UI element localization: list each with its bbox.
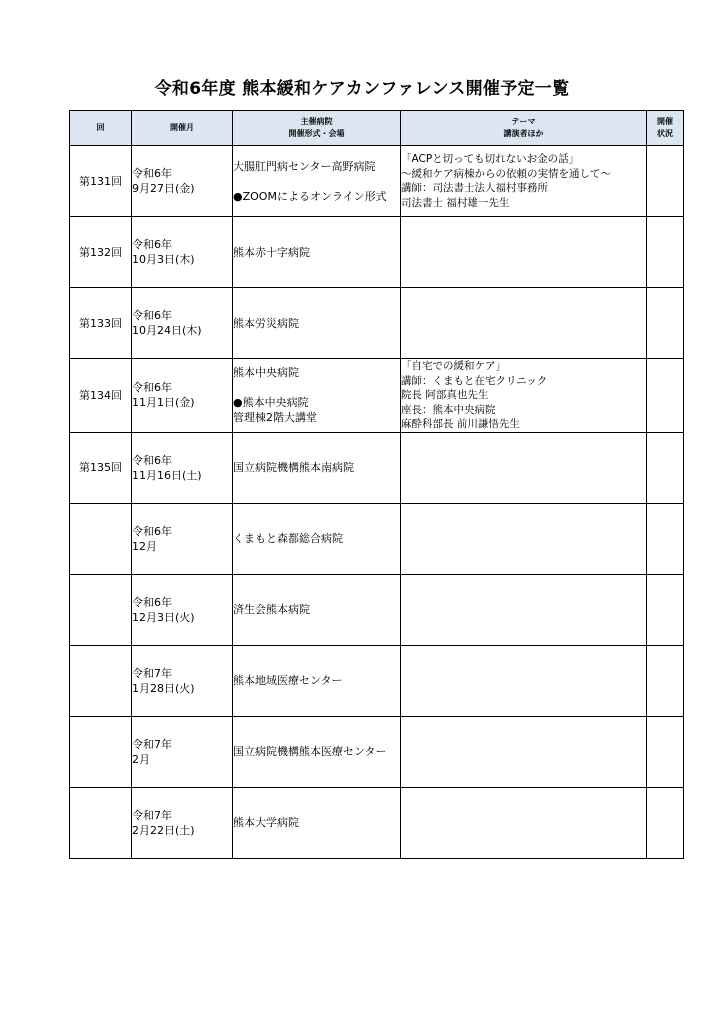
host-line: 済生会熊本病院 [233, 603, 310, 616]
host-line [233, 174, 400, 189]
host-line: ●熊本中央病院 [233, 396, 309, 410]
table-row [70, 217, 684, 288]
date-line: 令和6年 [132, 309, 172, 322]
table-row [70, 288, 684, 359]
date-line: 1月28日(火) [132, 681, 195, 695]
host-cell [233, 359, 401, 433]
theme-cell [401, 359, 647, 433]
host-line: 熊本赤十字病院 [233, 245, 310, 259]
date-cell [132, 359, 233, 433]
status-cell [647, 574, 684, 645]
host-line: 熊本中央病院 [233, 366, 299, 380]
host-line: 国立病院機構熊本医療センター [233, 745, 387, 758]
host-cell [233, 574, 401, 645]
date-cell [132, 574, 233, 645]
date-cell [132, 503, 233, 574]
date-line: 2月 [132, 752, 150, 766]
round-cell [70, 503, 132, 574]
date-cell [132, 432, 233, 503]
date-line: 令和6年 [132, 453, 172, 467]
date-line: 12月 [132, 539, 157, 553]
table-row [70, 359, 684, 433]
theme-line: 院長 阿部真也先生 [401, 389, 489, 401]
host-cell [233, 503, 401, 574]
date-line: 令和6年 [132, 524, 172, 538]
table-row [70, 787, 684, 858]
theme-cell [401, 146, 647, 217]
round-cell [70, 574, 132, 645]
date-line: 令和6年 [132, 595, 172, 609]
host-line: 熊本労災病院 [233, 316, 299, 330]
theme-line: 講師：司法書士法人福村事務所 [401, 182, 548, 194]
status-cell [647, 288, 684, 359]
host-line: 国立病院機構熊本南病院 [233, 461, 354, 474]
table-row [70, 716, 684, 787]
host-line: ●ZOOMによるオンライン形式 [233, 189, 387, 203]
date-line: 令和7年 [132, 666, 172, 680]
date-cell [132, 217, 233, 288]
theme-line: 「ACPと切っても切れないお金の話」 [401, 153, 580, 165]
date-line: 令和6年 [132, 167, 172, 180]
round-cell: 第133回 [70, 288, 132, 359]
schedule-table [69, 110, 684, 859]
date-cell [132, 716, 233, 787]
theme-cell [401, 288, 647, 359]
table-row [70, 432, 684, 503]
date-cell [132, 787, 233, 858]
theme-line: 麻酔科部長 前川謙悟先生 [401, 418, 520, 430]
theme-line: 座長：熊本中央病院 [401, 403, 496, 416]
round-cell: 第131回 [70, 146, 132, 217]
date-line: 12月3日(火) [132, 610, 195, 624]
date-line: 令和6年 [132, 381, 172, 395]
host-line [233, 380, 400, 395]
status-cell [647, 146, 684, 217]
host-line: くまもと森都総合病院 [233, 532, 343, 545]
host-cell [233, 645, 401, 716]
date-cell [132, 146, 233, 217]
round-cell: 第132回 [70, 217, 132, 288]
theme-cell [401, 574, 647, 645]
date-line: 令和7年 [132, 808, 172, 822]
host-cell [233, 146, 401, 217]
status-cell [647, 716, 684, 787]
host-cell [233, 432, 401, 503]
round-cell: 第134回 [70, 359, 132, 433]
header-host: 主催病院 開催形式・会場 [233, 111, 401, 146]
host-line: 管理棟2階大講堂 [233, 411, 317, 425]
host-cell [233, 787, 401, 858]
header-row [70, 111, 684, 146]
header-theme: テーマ 講演者ほか [401, 111, 647, 146]
page-title: 令和6年度 熊本緩和ケアカンファレンス開催予定一覧 [154, 79, 570, 99]
date-line: 11月1日(金) [132, 396, 195, 410]
date-line: 10月3日(木) [132, 253, 195, 266]
theme-cell [401, 787, 647, 858]
theme-cell [401, 503, 647, 574]
date-line: 9月27日(金) [132, 182, 195, 195]
date-line: 令和7年 [132, 737, 172, 751]
table-row [70, 146, 684, 217]
theme-cell [401, 645, 647, 716]
status-cell [647, 787, 684, 858]
status-cell [647, 645, 684, 716]
date-line: 11月16日(土) [132, 468, 202, 482]
table-row [70, 645, 684, 716]
theme-cell [401, 716, 647, 787]
status-cell [647, 503, 684, 574]
date-line: 10月24日(木) [132, 324, 202, 337]
host-line: 大腸肛門病センター高野病院 [233, 159, 376, 173]
host-cell [233, 217, 401, 288]
theme-line: 講師：くまもと在宅クリニック [401, 374, 548, 387]
theme-line: ～緩和ケア病棟からの依頼の実情を通して～ [401, 167, 611, 180]
round-cell [70, 716, 132, 787]
round-cell [70, 787, 132, 858]
host-cell [233, 288, 401, 359]
status-cell [647, 359, 684, 433]
table-row [70, 503, 684, 574]
theme-line: 「自宅での緩和ケア」 [401, 360, 506, 372]
date-cell [132, 645, 233, 716]
date-cell [132, 288, 233, 359]
round-cell: 第135回 [70, 432, 132, 503]
theme-cell [401, 432, 647, 503]
header-month: 開催月 [132, 111, 233, 146]
round-cell [70, 645, 132, 716]
header-status: 開催 状況 [647, 111, 684, 146]
table-row [70, 574, 684, 645]
theme-cell [401, 217, 647, 288]
host-line: 熊本地域医療センター [233, 674, 343, 687]
status-cell [647, 217, 684, 288]
date-line: 令和6年 [132, 238, 172, 251]
theme-line: 司法書士 福村雄一先生 [401, 196, 510, 209]
header-round: 回 [70, 111, 132, 146]
status-cell [647, 432, 684, 503]
host-line: 熊本大学病院 [233, 816, 299, 829]
schedule-body [70, 146, 684, 859]
host-cell [233, 716, 401, 787]
date-line: 2月22日(土) [132, 823, 195, 837]
